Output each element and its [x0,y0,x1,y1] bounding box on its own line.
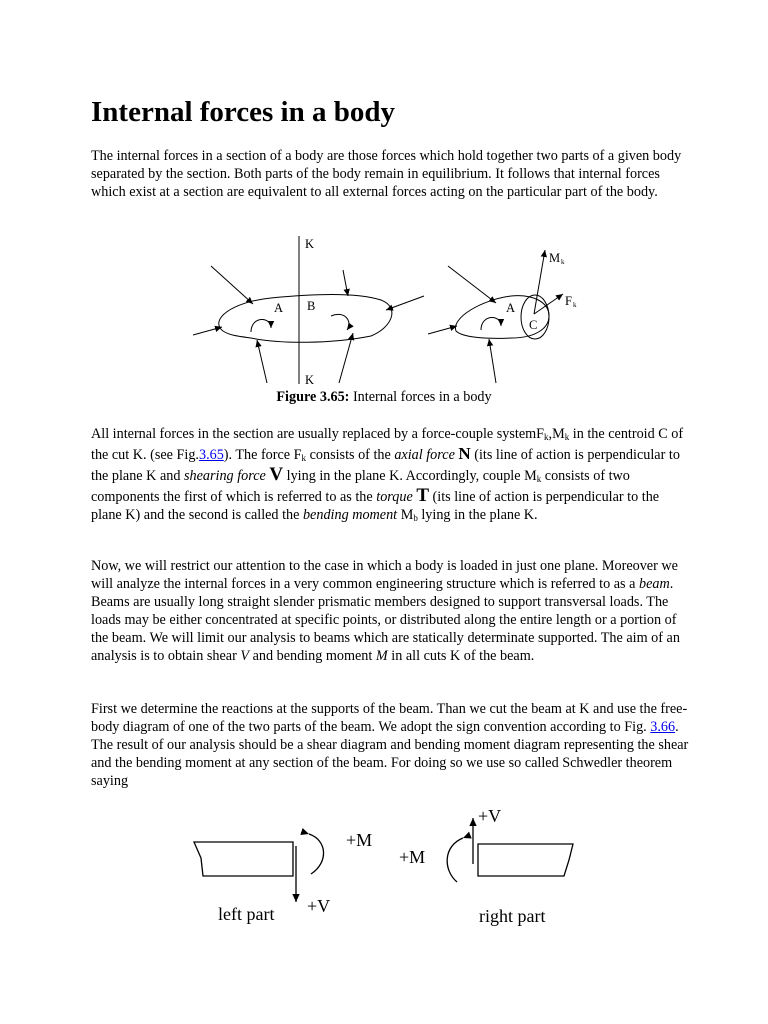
text-run: . The result of our analysis should be a shear diagram and bending moment diagram representing the shear and the bending moment at any section of the beam. For doing so we use so called Schwedler theorem saying [91,719,689,789]
right-part-beam [478,844,573,876]
page-title: Internal forces in a body [91,96,395,128]
subscript: k [544,432,549,442]
right-plus-m-label: +M [399,847,426,867]
subscript: k [301,453,307,463]
text-run: F [536,426,545,442]
right-part-label: right part [479,906,546,926]
right-body-diagram [428,250,563,383]
term-bending-moment: bending moment [302,507,398,523]
figure-label-b: B [307,299,316,313]
text-run: First we determine the reactions at the supports of the beam. Than we cut the beam at K and use the free-body diagram of one of the two parts of the beam. We adopt the sign convention according to Fig. [91,701,688,735]
figure-label-k-top: K [305,237,315,251]
figure-label-c: C [529,318,538,332]
left-part-moment-arrow [309,834,324,874]
symbol-t: T [416,485,429,506]
figure-caption-label: Figure 3.65: [276,389,350,405]
text-run: (its line of action is perpendicular to the plane K) and the second is called the [91,489,660,523]
figure-label-k-bottom: K [305,373,315,387]
text-run: consists of two components the first of which is referred to as the [91,468,630,505]
right-part-moment-arrow [447,838,463,882]
term-axial-force: axial force [394,447,455,463]
subscript: k [536,474,542,484]
text-run: , [548,426,553,442]
left-part-label: left part [218,904,275,924]
symbol-v: V [269,464,284,485]
symbol-n: N [458,444,471,463]
figure-link-3-66[interactable]: 3.66 [650,719,676,735]
term-shearing-force: shearing force [183,468,266,484]
subscript: k [564,432,570,442]
figure-label-a: A [274,301,284,315]
text-run: All internal forces in the section are usually replaced by a force-couple system [91,426,537,442]
left-plus-v-label: +V [307,896,331,916]
term-v: V [240,648,250,664]
beam-paragraph [91,557,691,665]
left-part-beam [194,842,293,876]
intro-paragraph: The internal forces in a section of a body are those forces which hold together two parts of a given body separated by the section. Both parts of the body remain in equilibrium. It follows that internal forces which exist at a section are equivalent to all external forces acting on the particular part of the body. [91,148,682,200]
figure-sign-convention [91,800,691,930]
subscript: b [413,513,418,523]
text-run: consists of the [306,447,395,463]
term-torque: torque [376,489,413,505]
figure-label-m-sub: k [561,258,565,266]
text-run: in all cuts K of the beam. [387,648,535,664]
figure-internal-forces [91,228,691,388]
figure-caption-text: Internal forces in a body [349,389,492,405]
text-run: Now, we will restrict our attention to the case in which a body is loaded in just one plane. Moreover we will analyze the internal forces in a very common engineering structure which is referred to as a [91,558,678,592]
term-m: M [375,648,388,664]
text-run: and bending moment [249,648,376,664]
figure-label-a-right: A [506,301,516,315]
text-run: . Beams are usually long straight slender prismatic members designed to support transversal loads. The loads may be either concentrated at specific points, or distributed along the entire length or a portion of the beam. We will limit our analysis to beams which are statically determinate supported. The aim of an analysis is to obtain shear [91,576,680,664]
text-run: M [552,426,565,442]
reactions-paragraph [91,700,691,790]
text-run: lying in the plane K. [417,507,538,523]
figure-label-f-sub: k [573,301,577,309]
text-run: in the centroid C of the cut K. (see Fig. [91,426,684,463]
right-plus-v-label: +V [478,806,502,826]
figure-link-3-65[interactable]: 3.65 [198,447,224,463]
force-couple-paragraph [91,425,691,527]
text-run: lying in the plane K. Accordingly, couple M [283,468,537,484]
left-plus-m-label: +M [346,830,373,850]
figure-label-m: M [549,251,561,265]
text-run: ). The force F [223,447,302,463]
figure-label-f: F [565,294,572,308]
term-beam: beam [638,576,670,592]
text-run: M [397,507,414,523]
text-run: (its line of action is perpendicular to the plane K and [91,447,680,484]
figure-caption [91,388,677,406]
